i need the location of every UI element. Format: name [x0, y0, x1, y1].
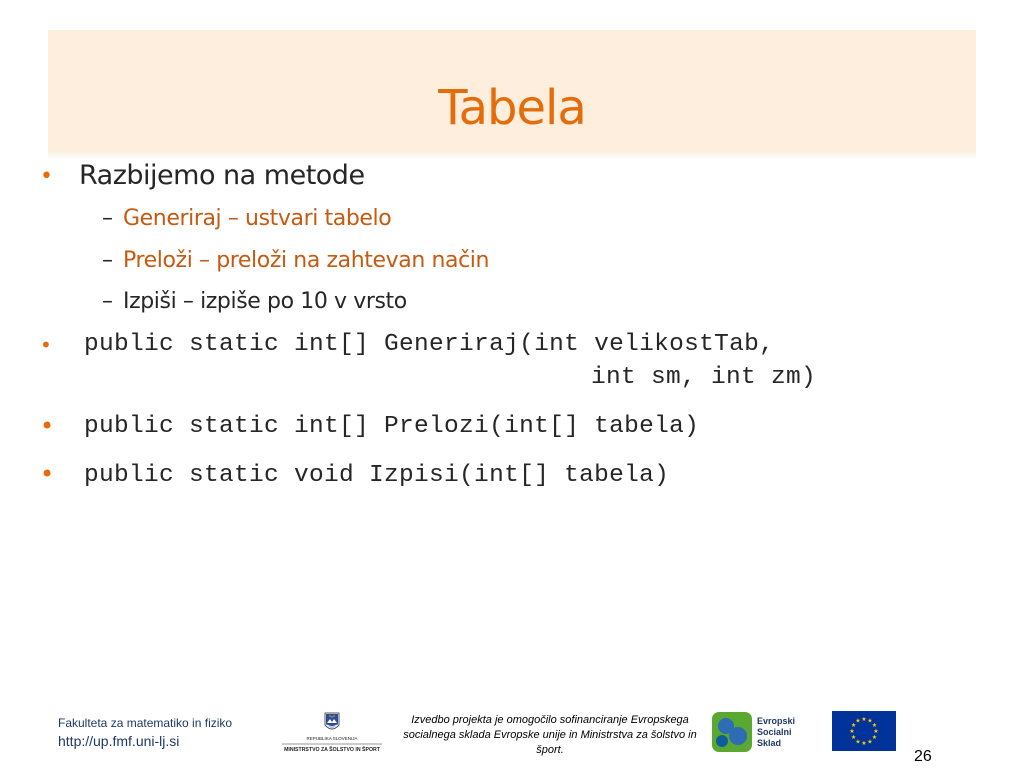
esf-logo-icon [710, 710, 810, 754]
esf-word-1: Evropski [757, 716, 796, 726]
footer-project-note: Izvedbo projekta je omogočilo sofinanciranje Evropskega socialnega sklada Evropske unije in Ministrstva za šolstvo in šport. [403, 714, 697, 756]
bullet-marker: • [40, 164, 53, 189]
svg-text:★: ★ [867, 717, 873, 725]
code-generiraj-line2: int sm, int zm) [591, 364, 817, 391]
bullet-marker: • [40, 460, 55, 488]
page-number: 26 [914, 748, 932, 765]
svg-text:★: ★ [861, 716, 867, 723]
slide-title: Tabela [438, 80, 586, 136]
sub-item-generiraj: Generiraj – ustvari tabelo [123, 206, 392, 231]
svg-text:★: ★ [871, 722, 878, 729]
svg-text:★: ★ [867, 738, 873, 746]
title-band-shadow [48, 152, 976, 160]
bullet-marker: • [40, 333, 52, 357]
slovenian-coat-of-arms-icon [280, 711, 384, 755]
code-prelozi: public static int[] Prelozi(int[] tabela) [84, 413, 700, 440]
svg-text:★: ★ [871, 734, 878, 741]
svg-text:★: ★ [855, 738, 861, 746]
esf-word-3: Sklad [757, 738, 782, 748]
svg-text:★: ★ [850, 722, 857, 729]
ministry-logo-line1: REPUBLIKA SLOVENIJA [306, 736, 358, 741]
main-bullet-text: Razbijemo na metode [79, 160, 365, 191]
footer-url-link[interactable]: http://up.fmf.uni-lj.si [58, 733, 180, 749]
code-generiraj-line1: public static int[] Generiraj(int velikostTab, [84, 331, 775, 358]
svg-text:★: ★ [861, 740, 867, 747]
bullet-marker: • [40, 412, 55, 440]
code-izpisi: public static void Izpisi(int[] tabela) [84, 462, 670, 489]
esf-word-2: Socialni [757, 727, 792, 737]
svg-text:★: ★ [873, 728, 879, 735]
sub-item-dash: – [102, 206, 113, 231]
sub-item-dash: – [102, 248, 113, 273]
sub-item-prelozi: Preloži – preloži na zahtevan način [123, 248, 490, 273]
ministry-logo-line2: MINISTRSTVO ZA ŠOLSTVO IN ŠPORT [284, 747, 380, 753]
eu-flag-icon [832, 711, 896, 751]
sub-item-dash: – [102, 289, 113, 314]
sub-item-izpisi: Izpiši – izpiše po 10 v vrsto [123, 289, 407, 314]
svg-text:★: ★ [855, 717, 861, 725]
footer-faculty: Fakulteta za matematiko in fiziko [58, 716, 233, 730]
svg-text:★: ★ [849, 728, 855, 735]
svg-text:★: ★ [850, 734, 857, 741]
